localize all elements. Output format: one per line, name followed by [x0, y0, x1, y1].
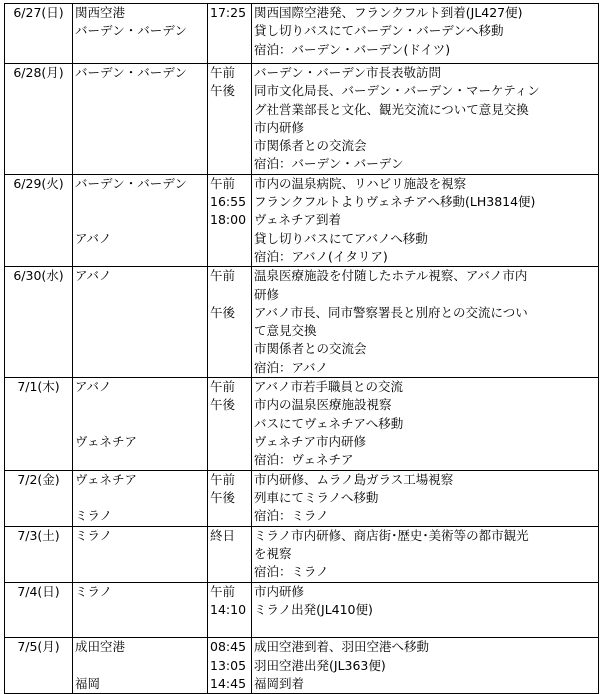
time-line: 午前 [210, 583, 236, 599]
time-line: 08:45 [210, 639, 247, 655]
detail-line: バスにてヴェネチアへ移動 [254, 415, 404, 431]
date-text: 7/2(金) [17, 471, 60, 487]
itinerary-table [4, 3, 599, 694]
time-cell [208, 64, 252, 175]
detail-line: 市内の温泉医療施設視察 [254, 397, 392, 413]
date-text: 7/4(日) [17, 583, 60, 599]
date-text: 7/3(土) [17, 527, 60, 543]
place-cell [73, 64, 208, 175]
date-cell [5, 470, 73, 526]
place-cell [73, 470, 208, 526]
place-cell [73, 526, 208, 582]
itinerary-row [5, 64, 599, 175]
itinerary-row [5, 582, 599, 638]
place-line: ミラノ [75, 583, 113, 599]
place-line [75, 657, 205, 675]
itinerary-row [5, 174, 599, 266]
time-cell [208, 267, 252, 378]
place-cell [73, 174, 208, 266]
time-line [210, 22, 249, 40]
time-line: 14:45 [210, 676, 247, 692]
time-line [210, 286, 249, 304]
detail-line: 温泉医療施設を付随したホテル視察、アバノ市内 [254, 268, 528, 284]
detail-line: ヴェネチア到着 [254, 212, 342, 228]
date-cell [5, 4, 73, 64]
time-line: 午後 [210, 83, 236, 99]
detail-line: アバノ市長、同市警察署長と別府との交流につい [254, 304, 528, 320]
time-line: 午前 [210, 175, 236, 191]
detail-line: 市関係者との交流会 [254, 138, 367, 154]
place-line: アバノ [75, 230, 112, 246]
detail-line: フランクフルトよりヴェネチアへ移動(LH3814便) [254, 194, 536, 210]
place-cell [73, 267, 208, 378]
detail-line: ヴェネチア市内研修 [254, 433, 367, 449]
detail-line: 市内の温泉病院、リハビリ施設を視察 [254, 175, 467, 191]
detail-cell [252, 582, 599, 638]
place-line [75, 211, 205, 229]
detail-line: 宿泊：バーデン・バーデン [254, 156, 404, 172]
detail-line: 宿泊：バーデン・バーデン(ドイツ) [254, 41, 451, 57]
place-line: ヴェネチア [75, 433, 138, 449]
date-cell [5, 64, 73, 175]
place-line: ヴェネチア [75, 471, 138, 487]
date-text: 7/1(木) [17, 379, 60, 395]
date-text: 6/27(日) [13, 5, 64, 20]
place-line: 成田空港 [75, 639, 126, 655]
detail-line [254, 619, 596, 637]
detail-cell [252, 64, 599, 175]
time-cell [208, 526, 252, 582]
time-line: 午後 [210, 304, 236, 320]
place-line: ミラノ [75, 527, 113, 543]
place-line: バーデン・バーデン [75, 65, 188, 80]
place-line: アバノ [75, 379, 112, 395]
date-cell [5, 267, 73, 378]
date-cell [5, 174, 73, 266]
place-line: アバノ [75, 268, 112, 284]
detail-cell [252, 174, 599, 266]
detail-cell [252, 526, 599, 582]
detail-line: て意見交換 [254, 323, 317, 339]
detail-line: 福岡到着 [254, 676, 305, 692]
time-cell [208, 378, 252, 470]
time-cell [208, 4, 252, 64]
time-line: 午前 [210, 268, 236, 284]
detail-line: 市関係者との交流会 [254, 341, 367, 357]
date-cell [5, 378, 73, 470]
place-line [75, 489, 205, 507]
detail-line: 貸し切りバスにてアバノへ移動 [254, 230, 428, 246]
place-cell [73, 378, 208, 470]
detail-line: 宿泊：アバノ [254, 359, 329, 375]
detail-line: を視察 [254, 545, 292, 561]
time-line: 午前 [210, 471, 236, 487]
itinerary-row [5, 470, 599, 526]
time-line: 午前 [210, 65, 236, 80]
detail-cell [252, 470, 599, 526]
time-cell [208, 582, 252, 638]
detail-line: 宿泊：ミラノ [254, 508, 329, 524]
place-line: 関西空港 [75, 5, 126, 20]
itinerary-row [5, 378, 599, 470]
detail-cell [252, 378, 599, 470]
itinerary-row [5, 638, 599, 694]
time-line: 17:25 [210, 5, 247, 20]
detail-cell [252, 638, 599, 694]
time-line: 午後 [210, 397, 236, 413]
itinerary-body [5, 4, 599, 694]
time-line: 13:05 [210, 657, 247, 673]
time-line: 終日 [210, 527, 236, 543]
detail-line: 市内研修 [254, 583, 305, 599]
time-cell [208, 470, 252, 526]
place-line [75, 193, 205, 211]
detail-line: 貸し切りバスにてバーデン・バーデンへ移動 [254, 23, 504, 39]
place-line [75, 396, 205, 414]
detail-line: 羽田空港出発(JL363便) [254, 657, 386, 673]
detail-line: グ社営業部長と文化、観光交流について意見交換 [254, 101, 529, 117]
detail-line: 市内研修、ムラノ島ガラス工場視察 [254, 471, 454, 487]
time-cell [208, 174, 252, 266]
time-line [210, 41, 249, 59]
date-cell [5, 582, 73, 638]
date-cell [5, 526, 73, 582]
detail-cell [252, 267, 599, 378]
place-line: ミラノ [75, 508, 113, 524]
detail-line: 宿泊：ヴェネチア [254, 452, 354, 468]
detail-line: 市内研修 [254, 119, 305, 135]
detail-line: 同市文化局長、バーデン・バーデン・マーケティン [254, 83, 540, 99]
place-cell [73, 4, 208, 64]
detail-line: 関西国際空港発、フランクフルト到着(JL427便) [254, 5, 523, 20]
time-line: 18:00 [210, 212, 247, 228]
detail-cell [252, 4, 599, 64]
place-cell [73, 582, 208, 638]
detail-line: 宿泊：アバノ(イタリア) [254, 248, 388, 264]
place-cell [73, 638, 208, 694]
detail-line: アバノ市若手職員との交流 [254, 379, 404, 395]
date-text: 6/28(月) [13, 65, 64, 80]
date-text: 6/29(火) [13, 175, 64, 191]
date-text: 7/5(月) [17, 639, 60, 655]
date-text: 6/30(水) [13, 268, 64, 284]
place-line: 福岡 [75, 676, 101, 692]
time-line: 午前 [210, 379, 236, 395]
detail-line: 宿泊：ミラノ [254, 564, 329, 580]
detail-line: 研修 [254, 286, 280, 302]
detail-line: 成田空港到着、羽田空港へ移動 [254, 639, 430, 655]
itinerary-row [5, 267, 599, 378]
time-line: 16:55 [210, 194, 247, 210]
detail-line: バーデン・バーデン市長表敬訪問 [254, 65, 442, 80]
detail-line: 列車にてミラノへ移動 [254, 489, 379, 505]
place-line: バーデン・バーデン [75, 23, 188, 39]
place-line [75, 415, 205, 433]
time-line: 午後 [210, 489, 236, 505]
time-line: 14:10 [210, 601, 247, 617]
date-cell [5, 638, 73, 694]
detail-line: ミラノ出発(JL410便) [254, 601, 373, 617]
place-line: バーデン・バーデン [75, 175, 188, 191]
itinerary-row [5, 526, 599, 582]
itinerary-row [5, 4, 599, 64]
time-cell [208, 638, 252, 694]
detail-line: ミラノ市内研修、商店街･歴史･美術等の都市観光 [254, 527, 529, 543]
